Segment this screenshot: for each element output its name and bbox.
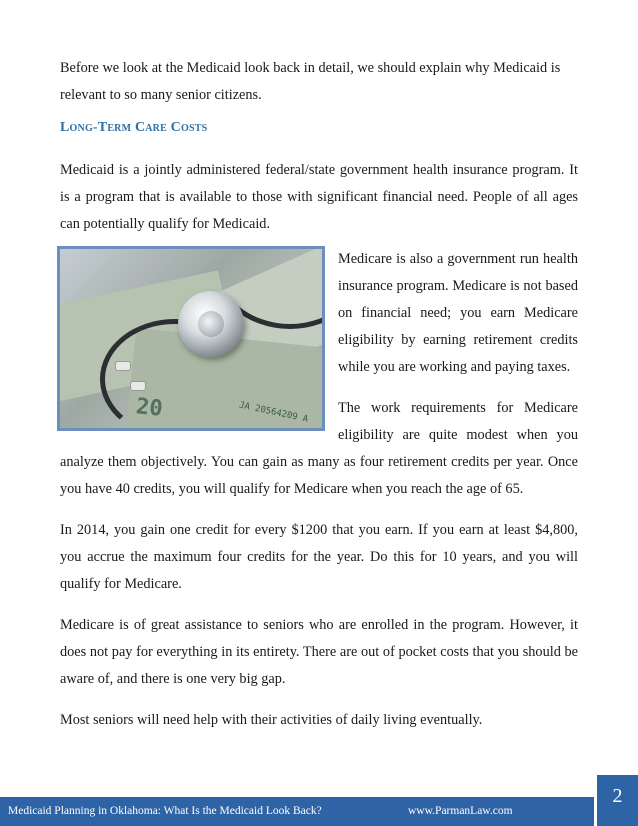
medicare-paragraph: Medicare is also a government run health insurance program. Medicare is not based on financial need; you earn Medicare eligibility by earning retirement credits while you are working and paying taxes. (338, 251, 578, 375)
assistance-paragraph: Medicare is of great assistance to seniors who are enrolled in the program. However, it does not pay for everything in its entirety. There are out of pocket costs that you should be aware of, and there is one very big gap. (60, 617, 578, 687)
medicaid-paragraph: Medicaid is a jointly administered federal/state government health insurance program. It is a program that is available to those with significant financial need. People of all ages can potentially qualify for Medicaid. (60, 162, 578, 232)
stethoscope-money-photo (57, 246, 325, 431)
bill-serial: JA 20564209 A (237, 400, 309, 425)
intro-paragraph: Before we look at the Medicaid look back in detail, we should explain why Medicaid is relevant to so many senior citizens. (60, 60, 561, 103)
page-number: 2 (597, 775, 638, 826)
section-heading: Long-Term Care Costs (60, 120, 208, 135)
bill-denomination: 20 (134, 394, 164, 422)
credits-paragraph: In 2014, you gain one credit for every $1200 that you earn. If you earn at least $4,800, you accrue the maximum four credits for the year. Do this for 10 years, and you will qualify for Medicare. (60, 522, 578, 592)
stethoscope-diaphragm (198, 311, 224, 337)
work-requirements-paragraph: The work requirements for Medicare eligibility are quite modest when you analyze them objectively. You can gain as many as four retirement credits per year. Once you have 40 credits, you will qualify for Medicare when you reach the age of 65. (60, 400, 578, 497)
stethoscope-earpiece (115, 361, 131, 371)
wrapped-text-block (60, 246, 578, 734)
footer-website[interactable]: www.ParmanLaw.com (408, 805, 513, 817)
footer-title: Medicaid Planning in Oklahoma: What Is the Medicaid Look Back? (8, 805, 322, 817)
daily-living-paragraph: Most seniors will need help with their activities of daily living eventually. (60, 712, 483, 728)
stethoscope-earpiece (130, 381, 146, 391)
stethoscope-chestpiece (178, 291, 244, 357)
